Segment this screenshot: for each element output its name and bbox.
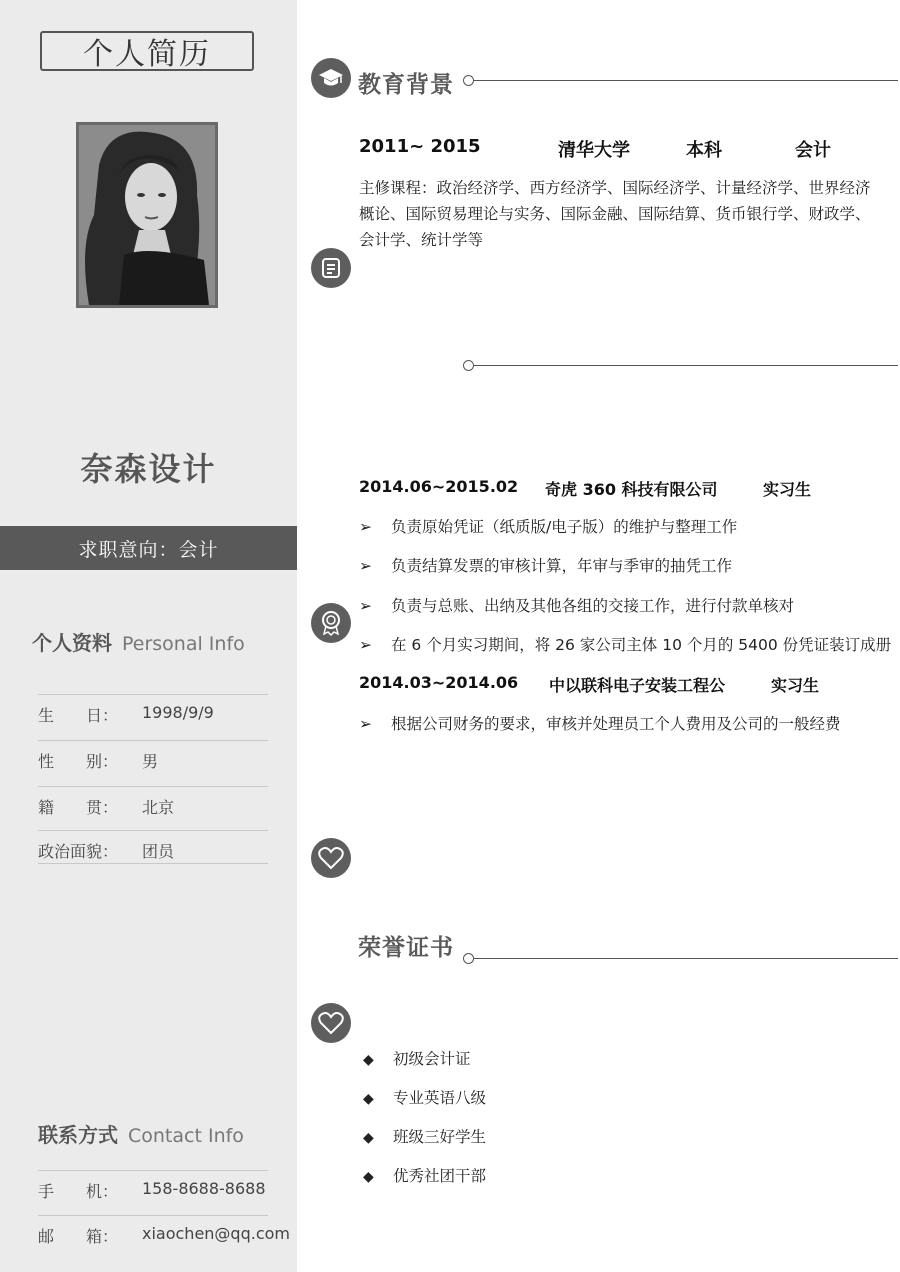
heart-icon (311, 1003, 351, 1043)
section-divider (474, 80, 898, 81)
sidebar (0, 0, 297, 1272)
diamond-bullet-icon: ◆ (363, 1130, 374, 1146)
job-role: 实习生 (763, 480, 812, 499)
job-bullet (359, 712, 841, 734)
contact-info-heading-cn: 联系方式 (38, 1123, 118, 1147)
info-label: 籍 贯： (38, 798, 119, 817)
info-row-phone (38, 1170, 268, 1204)
diamond-bullet-icon: ◆ (363, 1091, 374, 1107)
info-value: 158-8688-8688 (142, 1179, 266, 1198)
job-bullet-text: 负责原始凭证（纸质版/电子版）的维护与整理工作 (391, 518, 738, 536)
job-role: 实习生 (771, 676, 820, 695)
info-row-hometown (38, 786, 268, 820)
honor-text: 优秀社团干部 (393, 1167, 487, 1185)
resume-title: 个人简历 (40, 31, 254, 71)
job-period: 2014.03~2014.06 (359, 673, 519, 692)
info-row-gender (38, 740, 268, 774)
arrow-bullet-icon: ➢ (359, 636, 372, 654)
job-period: 2014.06~2015.02 (359, 477, 519, 496)
document-icon (311, 248, 351, 288)
honor-text: 初级会计证 (393, 1050, 471, 1068)
graduation-cap-icon (311, 58, 351, 98)
personal-info-heading-cn: 个人资料 (32, 631, 112, 655)
job-bullet (359, 594, 794, 616)
diamond-bullet-icon: ◆ (363, 1169, 374, 1185)
education-years: 2011~ 2015 (359, 136, 481, 157)
award-badge-icon (311, 603, 351, 643)
arrow-bullet-icon: ➢ (359, 597, 372, 615)
timeline-node (463, 360, 474, 371)
honor-item (363, 1086, 486, 1108)
info-label: 邮 箱： (38, 1227, 119, 1246)
contact-info-heading (38, 1119, 244, 1148)
education-major: 会计 (795, 140, 831, 161)
job-bullet-text: 负责与总账、出纳及其他各组的交接工作，进行付款单核对 (391, 597, 795, 615)
info-value: 团员 (142, 842, 175, 861)
honors-section-title: 荣誉证书 (358, 935, 454, 961)
education-school: 清华大学 (558, 140, 630, 161)
honor-item (363, 1047, 471, 1069)
section-divider (474, 365, 898, 366)
job-bullet (359, 633, 891, 655)
info-value: 男 (142, 752, 159, 771)
job-bullet (359, 515, 737, 537)
contact-info-heading-en: Contact Info (128, 1125, 244, 1147)
job-intent: 求职意向：会计 (0, 526, 297, 570)
info-row-birthday (38, 694, 268, 728)
education-section-title: 教育背景 (358, 72, 454, 98)
job-bullet-text: 在 6 个月实习期间，将 26 家公司主体 10 个月的 5400 份凭证装订成册 (391, 636, 892, 654)
personal-info-heading-en: Personal Info (122, 633, 245, 655)
timeline-node (463, 75, 474, 86)
education-degree: 本科 (686, 140, 722, 161)
honor-item (363, 1164, 486, 1186)
info-value: 1998/9/9 (142, 703, 214, 722)
honor-text: 班级三好学生 (393, 1128, 487, 1146)
education-description: 主修课程：政治经济学、西方经济学、国际经济学、计量经济学、世界经济概论、国际贸易理论与实务、国际金融、国际结算、货币银行学、财政学、会计学、统计学等 (359, 179, 871, 249)
info-label: 政治面貌： (38, 842, 119, 861)
info-value: xiaochen@qq.com (142, 1224, 290, 1243)
personal-info-heading (32, 627, 245, 656)
arrow-bullet-icon: ➢ (359, 715, 372, 733)
info-row-email (38, 1215, 290, 1249)
candidate-name: 奈森设计 (80, 450, 217, 488)
info-label: 手 机： (38, 1182, 119, 1201)
profile-photo (76, 122, 218, 308)
honor-text: 专业英语八级 (393, 1089, 487, 1107)
job-company: 奇虎 360 科技有限公司 (545, 480, 718, 499)
info-row-political (38, 830, 268, 864)
job-bullet-text: 根据公司财务的要求，审核并处理员工个人费用及公司的一般经费 (391, 715, 841, 733)
info-value: 北京 (142, 798, 175, 817)
section-divider (474, 958, 898, 959)
arrow-bullet-icon: ➢ (359, 518, 372, 536)
job-bullet (359, 554, 732, 576)
portrait-image (79, 125, 215, 305)
diamond-bullet-icon: ◆ (363, 1052, 374, 1068)
job-company: 中以联科电子安装工程公 (549, 676, 726, 695)
info-label: 性 别： (38, 752, 119, 771)
arrow-bullet-icon: ➢ (359, 557, 372, 575)
info-label: 生 日： (38, 706, 119, 725)
honor-item (363, 1125, 486, 1147)
timeline-node (463, 953, 474, 964)
job-bullet-text: 负责结算发票的审核计算，年审与季审的抽凭工作 (391, 557, 733, 575)
heart-icon (311, 838, 351, 878)
